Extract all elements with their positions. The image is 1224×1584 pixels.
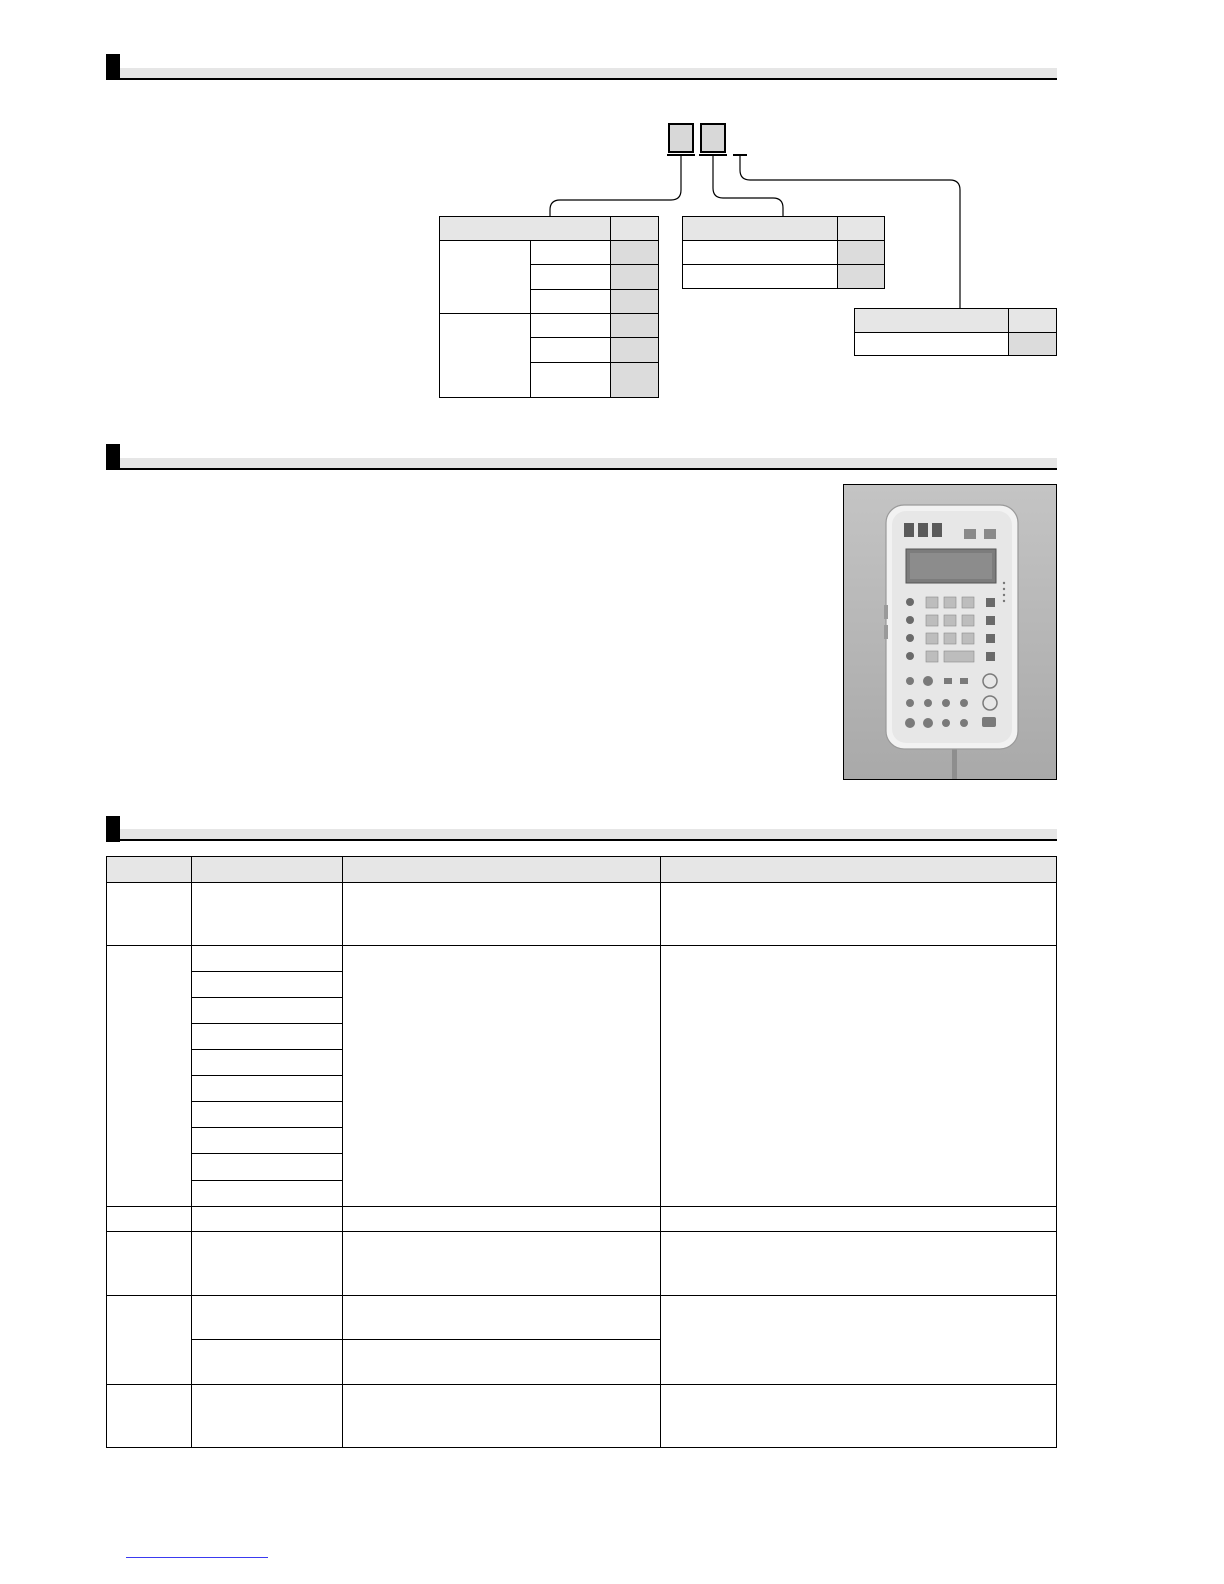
specs-cell bbox=[342, 945, 661, 1207]
specs-cell bbox=[342, 1384, 661, 1448]
table-code-cell bbox=[610, 289, 659, 314]
specs-cell bbox=[106, 882, 192, 946]
table-header bbox=[439, 216, 611, 241]
specs-cell bbox=[106, 1231, 192, 1296]
table-group-cell bbox=[439, 313, 531, 398]
specs-cell bbox=[342, 1206, 661, 1232]
specs-subcell bbox=[191, 1127, 343, 1154]
specs-subcell bbox=[342, 1295, 661, 1340]
specs-cell bbox=[106, 1295, 192, 1385]
specs-subcell bbox=[342, 1339, 661, 1385]
table-cell bbox=[682, 240, 838, 265]
specs-cell bbox=[660, 1295, 1057, 1385]
table-cell bbox=[682, 264, 838, 289]
specs-cell bbox=[191, 1231, 343, 1296]
specs-subcell bbox=[191, 997, 343, 1024]
table-cell bbox=[530, 337, 611, 363]
specs-cell bbox=[660, 1206, 1057, 1232]
section-marker-specifications bbox=[106, 816, 120, 842]
specs-subcell bbox=[191, 1153, 343, 1181]
table-cell bbox=[530, 240, 611, 265]
teach-pendant-icon bbox=[844, 485, 1056, 779]
section-bar-specifications bbox=[120, 829, 1057, 841]
table-code-cell bbox=[610, 313, 659, 338]
specs-cell bbox=[342, 882, 661, 946]
specs-cell bbox=[660, 882, 1057, 946]
specs-header-cell bbox=[342, 856, 661, 883]
footer-link[interactable] bbox=[126, 1557, 268, 1558]
teach-pendant-photo bbox=[843, 484, 1057, 780]
specs-subcell bbox=[191, 1023, 343, 1050]
table-code-cell bbox=[610, 337, 659, 363]
specs-cell bbox=[106, 1384, 192, 1448]
section-bar-appearance bbox=[120, 458, 1057, 470]
specs-subcell bbox=[191, 1075, 343, 1102]
table-code-cell bbox=[837, 264, 885, 289]
table-group-cell bbox=[439, 240, 531, 314]
table-header-code bbox=[837, 216, 885, 241]
specs-cell bbox=[106, 945, 192, 1207]
table-code-cell bbox=[610, 264, 659, 290]
specs-cell bbox=[191, 1384, 343, 1448]
specs-cell bbox=[191, 1206, 343, 1232]
specs-cell bbox=[191, 882, 343, 946]
table-code-cell bbox=[1008, 332, 1057, 356]
table-cell bbox=[530, 362, 611, 398]
specs-subcell bbox=[191, 1049, 343, 1076]
specs-subcell bbox=[191, 971, 343, 998]
table-header-code bbox=[1008, 308, 1057, 333]
table-cell bbox=[854, 332, 1009, 356]
specs-cell bbox=[660, 1384, 1057, 1448]
specs-cell bbox=[660, 1231, 1057, 1296]
table-cell bbox=[530, 289, 611, 314]
table-header bbox=[854, 308, 1009, 333]
specs-header-cell bbox=[191, 856, 343, 883]
table-header-code bbox=[610, 216, 659, 241]
specs-subcell bbox=[191, 1101, 343, 1128]
specs-subcell bbox=[191, 945, 343, 972]
table-code-cell bbox=[837, 240, 885, 265]
table-cell bbox=[530, 313, 611, 338]
specs-header-cell bbox=[106, 856, 192, 883]
specs-subcell bbox=[191, 1339, 343, 1385]
table-code-cell bbox=[610, 362, 659, 398]
specs-header-cell bbox=[660, 856, 1057, 883]
specs-subcell bbox=[191, 1180, 343, 1207]
table-header bbox=[682, 216, 838, 241]
specs-subcell bbox=[191, 1295, 343, 1340]
table-cell bbox=[530, 264, 611, 290]
specs-cell bbox=[106, 1206, 192, 1232]
section-marker-appearance bbox=[106, 444, 120, 470]
specs-cell bbox=[342, 1231, 661, 1296]
table-code-cell bbox=[610, 240, 659, 265]
specs-cell bbox=[660, 945, 1057, 1207]
